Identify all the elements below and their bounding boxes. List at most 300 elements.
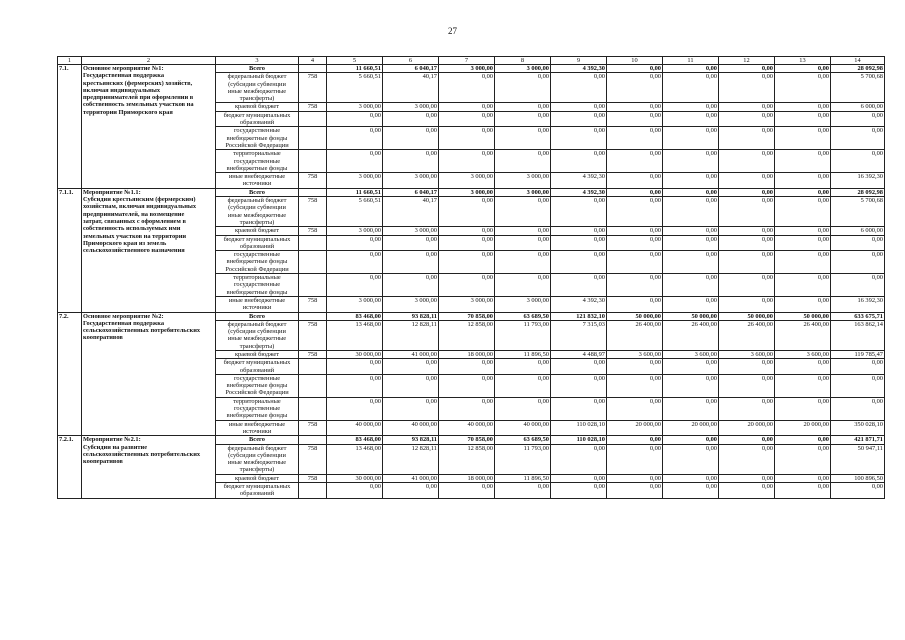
section-title-line: Государственная поддержка [83, 72, 165, 80]
section-title-line: земельных участков на территории [83, 232, 187, 240]
funding-source-line: (субсидии субвенции [228, 451, 286, 459]
funding-source [216, 436, 299, 444]
amount-total-cell: 119 785,47 [831, 350, 885, 358]
funding-source-line: внебюджетные фонды [226, 412, 288, 420]
amount-cell: 3 000,00 [439, 65, 495, 73]
amount-cell: 3 600,00 [775, 350, 831, 358]
amount-cell: 0,00 [663, 444, 719, 474]
amount-cell: 3 000,00 [495, 65, 551, 73]
amount-cell: 12 828,11 [383, 320, 439, 350]
amount-cell: 3 000,00 [383, 296, 439, 312]
funding-source-line: территориальные [233, 150, 281, 158]
funding-source [216, 197, 299, 227]
funding-source-line: федеральный бюджет [227, 197, 287, 205]
section-title-line: Государственная поддержка [83, 319, 165, 327]
funding-source [216, 296, 299, 312]
funding-source-line: (субсидии субвенции [228, 328, 286, 336]
amount-cell: 3 000,00 [383, 227, 439, 235]
funding-source-line: федеральный бюджет [227, 73, 287, 81]
funding-source [216, 474, 299, 482]
amount-cell: 3 600,00 [719, 350, 775, 358]
amount-cell: 0,00 [551, 103, 607, 111]
amount-total-cell: 28 092,98 [831, 65, 885, 73]
amount-cell: 0,00 [663, 150, 719, 173]
section-title-line: включая индивидуальных [83, 86, 161, 94]
amount-cell: 0,00 [607, 227, 663, 235]
amount-cell: 0,00 [719, 173, 775, 189]
amount-cell: 0,00 [439, 73, 495, 103]
column-header: 8 [495, 57, 551, 65]
amount-cell: 0,00 [495, 483, 551, 499]
amount-cell: 50 000,00 [775, 312, 831, 320]
amount-cell: 0,00 [551, 197, 607, 227]
amount-total-cell: 421 871,71 [831, 436, 885, 444]
amount-cell: 0,00 [607, 73, 663, 103]
amount-cell: 83 468,00 [327, 312, 383, 320]
amount-cell: 4 392,30 [551, 173, 607, 189]
admin-code [299, 251, 327, 274]
amount-cell: 30 000,00 [327, 474, 383, 482]
amount-cell: 4 488,97 [551, 350, 607, 358]
amount-cell: 0,00 [327, 397, 383, 420]
section-title-line: собственность используемых ими [83, 225, 181, 233]
amount-cell: 0,00 [719, 274, 775, 297]
funding-source-line: Российской Федерации [225, 265, 289, 273]
amount-cell: 0,00 [775, 444, 831, 474]
amount-cell: 11 896,50 [495, 350, 551, 358]
funding-source-line: трансферты) [239, 95, 275, 103]
section-title-line: Приморского края из земель [83, 239, 167, 247]
funding-source-line: источники [242, 427, 272, 435]
funding-source-line: Всего [249, 312, 265, 320]
amount-cell: 26 400,00 [607, 320, 663, 350]
amount-total-cell: 0,00 [831, 359, 885, 375]
column-header: 11 [663, 57, 719, 65]
amount-cell: 50 000,00 [607, 312, 663, 320]
amount-cell: 63 689,50 [495, 436, 551, 444]
amount-cell: 0,00 [551, 359, 607, 375]
funding-source [216, 235, 299, 251]
funding-source-line: внебюджетные фонды [226, 382, 288, 390]
funding-source-line: внебюджетные фонды [226, 258, 288, 266]
amount-cell: 0,00 [439, 150, 495, 173]
amount-total-cell: 0,00 [831, 111, 885, 127]
amount-total-cell: 16 392,30 [831, 296, 885, 312]
amount-cell: 0,00 [439, 227, 495, 235]
amount-cell: 0,00 [775, 397, 831, 420]
funding-source-line: краевой бюджет [234, 227, 280, 235]
funding-source-line: иные внебюджетные [228, 296, 286, 304]
funding-source [216, 374, 299, 397]
amount-cell: 0,00 [663, 374, 719, 397]
amount-cell: 0,00 [607, 235, 663, 251]
amount-cell: 3 000,00 [439, 296, 495, 312]
amount-cell: 0,00 [607, 65, 663, 73]
amount-cell: 0,00 [775, 111, 831, 127]
admin-code [299, 483, 327, 499]
amount-cell: 7 315,03 [551, 320, 607, 350]
amount-cell: 0,00 [495, 374, 551, 397]
header-row [58, 57, 885, 65]
amount-cell: 110 028,10 [551, 420, 607, 436]
amount-cell: 0,00 [607, 251, 663, 274]
amount-cell: 11 660,51 [327, 65, 383, 73]
admin-code [299, 111, 327, 127]
amount-cell: 18 000,00 [439, 350, 495, 358]
admin-code: 758 [299, 227, 327, 235]
amount-cell: 0,00 [607, 474, 663, 482]
amount-total-cell: 633 675,71 [831, 312, 885, 320]
amount-cell: 0,00 [495, 197, 551, 227]
amount-cell: 20 000,00 [663, 420, 719, 436]
amount-cell: 40,17 [383, 73, 439, 103]
admin-code: 758 [299, 173, 327, 189]
amount-cell: 0,00 [383, 374, 439, 397]
section-title-line: Субсидии на развитие [83, 443, 148, 451]
funding-source-line: образований [239, 119, 275, 127]
section-title-line: сельскохозяйственных потребительских [83, 450, 201, 458]
amount-cell: 0,00 [719, 197, 775, 227]
amount-cell: 0,00 [607, 483, 663, 499]
section-title-line: кооперативов [83, 458, 123, 466]
amount-cell: 3 000,00 [327, 173, 383, 189]
amount-cell: 0,00 [495, 103, 551, 111]
amount-cell: 0,00 [495, 274, 551, 297]
admin-code: 758 [299, 444, 327, 474]
amount-cell: 0,00 [775, 374, 831, 397]
section-title [82, 188, 216, 312]
funding-source-line: государственные [233, 374, 281, 382]
amount-total-cell: 6 000,00 [831, 227, 885, 235]
section-title-line: Субсидии крестьянским (фермерским) [83, 196, 196, 204]
amount-cell: 0,00 [663, 197, 719, 227]
funding-source-line: иные межбюджетные [227, 211, 287, 219]
funding-source-line: иные внебюджетные [228, 173, 286, 181]
amount-cell: 6 040,17 [383, 65, 439, 73]
amount-cell: 4 392,30 [551, 65, 607, 73]
amount-cell: 0,00 [775, 274, 831, 297]
amount-cell: 0,00 [663, 103, 719, 111]
funding-source-line: бюджет муниципальных [223, 235, 291, 243]
amount-cell: 3 600,00 [663, 350, 719, 358]
amount-total-cell: 0,00 [831, 397, 885, 420]
funding-source [216, 274, 299, 297]
funding-source [216, 251, 299, 274]
funding-source-line: Всего [249, 436, 265, 444]
funding-source [216, 188, 299, 196]
funding-source [216, 173, 299, 189]
admin-code: 758 [299, 73, 327, 103]
amount-cell: 0,00 [327, 111, 383, 127]
table-row-total [58, 312, 885, 320]
amount-cell: 0,00 [719, 188, 775, 196]
amount-cell: 0,00 [327, 359, 383, 375]
amount-cell: 40,17 [383, 197, 439, 227]
amount-total-cell: 28 092,98 [831, 188, 885, 196]
amount-cell: 3 000,00 [383, 173, 439, 189]
admin-code: 758 [299, 103, 327, 111]
amount-cell: 0,00 [551, 251, 607, 274]
amount-cell: 0,00 [775, 251, 831, 274]
amount-cell: 0,00 [439, 103, 495, 111]
amount-cell: 0,00 [439, 111, 495, 127]
amount-cell: 0,00 [719, 103, 775, 111]
funding-source-line: государственные [233, 281, 281, 289]
section-title-line: предпринимателей при оформлении в [83, 94, 194, 102]
funding-source [216, 65, 299, 73]
section-title-line: Мероприятие №2.1: [83, 436, 141, 444]
section-title-line: Мероприятие №1.1: [83, 188, 141, 196]
amount-cell: 0,00 [551, 150, 607, 173]
admin-code [299, 65, 327, 73]
amount-cell: 4 392,30 [551, 296, 607, 312]
section-title-line: сельскохозяйственного назначения [83, 247, 185, 255]
amount-cell: 0,00 [663, 65, 719, 73]
amount-cell: 0,00 [775, 235, 831, 251]
amount-cell: 0,00 [775, 296, 831, 312]
amount-total-cell: 0,00 [831, 274, 885, 297]
amount-cell: 63 689,50 [495, 312, 551, 320]
amount-cell: 110 028,10 [551, 436, 607, 444]
amount-cell: 0,00 [607, 359, 663, 375]
funding-source-line: образований [239, 490, 275, 498]
admin-code [299, 436, 327, 444]
funding-source [216, 227, 299, 235]
amount-cell: 30 000,00 [327, 350, 383, 358]
amount-total-cell: 16 392,30 [831, 173, 885, 189]
funding-source-line: (субсидии субвенции [228, 204, 286, 212]
amount-cell: 0,00 [551, 474, 607, 482]
section-title-line: затрат, связанных с оформлением в [83, 217, 186, 225]
funding-source [216, 420, 299, 436]
funding-source-line: внебюджетные фонды [226, 164, 288, 172]
amount-cell: 0,00 [383, 251, 439, 274]
amount-cell: 0,00 [607, 173, 663, 189]
section-title-line: хозяйствам, включая индивидуальных [83, 203, 197, 211]
admin-code: 758 [299, 350, 327, 358]
amount-cell: 3 000,00 [495, 296, 551, 312]
funding-source [216, 127, 299, 150]
amount-cell: 0,00 [439, 374, 495, 397]
amount-cell: 0,00 [607, 444, 663, 474]
column-header: 4 [299, 57, 327, 65]
amount-cell: 0,00 [775, 197, 831, 227]
amount-cell: 0,00 [775, 73, 831, 103]
amount-cell: 0,00 [607, 397, 663, 420]
amount-cell: 121 832,10 [551, 312, 607, 320]
section-title-line: собственность земельных участков на [83, 101, 194, 109]
admin-code: 758 [299, 296, 327, 312]
amount-cell: 40 000,00 [383, 420, 439, 436]
funding-source [216, 359, 299, 375]
section-number: 7.1. [58, 65, 82, 189]
amount-cell: 0,00 [551, 274, 607, 297]
amount-cell: 0,00 [383, 274, 439, 297]
amount-cell: 0,00 [775, 173, 831, 189]
amount-cell: 12 828,11 [383, 444, 439, 474]
admin-code [299, 359, 327, 375]
amount-cell: 26 400,00 [719, 320, 775, 350]
amount-cell: 50 000,00 [719, 312, 775, 320]
amount-cell: 0,00 [495, 359, 551, 375]
amount-cell: 0,00 [663, 111, 719, 127]
column-header: 5 [327, 57, 383, 65]
funding-source [216, 320, 299, 350]
page-number: 27 [448, 26, 457, 36]
amount-cell: 3 000,00 [327, 227, 383, 235]
amount-cell: 0,00 [327, 127, 383, 150]
funding-source-line: Российской Федерации [225, 141, 289, 149]
amount-cell: 0,00 [495, 227, 551, 235]
amount-cell: 0,00 [383, 397, 439, 420]
amount-cell: 0,00 [775, 359, 831, 375]
amount-cell: 0,00 [775, 188, 831, 196]
amount-cell: 0,00 [663, 251, 719, 274]
funding-source-line: Всего [249, 65, 265, 72]
funding-source [216, 444, 299, 474]
amount-cell: 0,00 [551, 483, 607, 499]
funding-source-line: краевой бюджет [234, 350, 280, 358]
funding-source-line: бюджет муниципальных [223, 483, 291, 491]
funding-source [216, 312, 299, 320]
column-header: 9 [551, 57, 607, 65]
amount-cell: 0,00 [719, 374, 775, 397]
funding-source-line: государственные [233, 251, 281, 259]
funding-source-line: Российской Федерации [225, 389, 289, 397]
amount-cell: 40 000,00 [439, 420, 495, 436]
amount-cell: 11 793,00 [495, 320, 551, 350]
amount-cell: 3 000,00 [383, 103, 439, 111]
admin-code: 758 [299, 197, 327, 227]
amount-cell: 0,00 [551, 374, 607, 397]
amount-cell: 0,00 [719, 444, 775, 474]
amount-total-cell: 0,00 [831, 251, 885, 274]
funding-source [216, 73, 299, 103]
admin-code: 758 [299, 320, 327, 350]
amount-cell: 0,00 [439, 127, 495, 150]
amount-cell: 0,00 [663, 127, 719, 150]
amount-cell: 70 858,00 [439, 436, 495, 444]
funding-source-line: бюджет муниципальных [223, 111, 291, 119]
amount-cell: 0,00 [663, 296, 719, 312]
funding-source-line: иные внебюджетные [228, 420, 286, 428]
amount-cell: 0,00 [719, 73, 775, 103]
amount-cell: 11 793,00 [495, 444, 551, 474]
amount-cell: 0,00 [775, 150, 831, 173]
amount-cell: 0,00 [551, 73, 607, 103]
amount-total-cell: 0,00 [831, 150, 885, 173]
amount-cell: 0,00 [383, 127, 439, 150]
amount-cell: 3 000,00 [327, 296, 383, 312]
funding-source-line: краевой бюджет [234, 103, 280, 111]
amount-cell: 13 468,00 [327, 444, 383, 474]
amount-total-cell: 350 028,10 [831, 420, 885, 436]
column-header: 7 [439, 57, 495, 65]
admin-code: 758 [299, 474, 327, 482]
amount-cell: 4 392,30 [551, 188, 607, 196]
admin-code [299, 374, 327, 397]
amount-cell: 5 660,51 [327, 73, 383, 103]
amount-cell: 0,00 [607, 127, 663, 150]
funding-source-line: внебюджетные фонды [226, 134, 288, 142]
section-title-line: кооперативов [83, 334, 123, 342]
funding-source-line: источники [242, 180, 272, 188]
amount-cell: 0,00 [663, 188, 719, 196]
amount-cell: 0,00 [495, 397, 551, 420]
amount-cell: 40 000,00 [495, 420, 551, 436]
amount-total-cell: 5 700,68 [831, 197, 885, 227]
amount-cell: 0,00 [775, 103, 831, 111]
amount-cell: 0,00 [551, 127, 607, 150]
amount-cell: 12 858,00 [439, 320, 495, 350]
amount-cell: 0,00 [663, 436, 719, 444]
section-title-line: Основное мероприятие №1: [83, 65, 164, 72]
section-title [82, 65, 216, 189]
amount-cell: 0,00 [383, 150, 439, 173]
amount-total-cell: 100 896,50 [831, 474, 885, 482]
amount-cell: 0,00 [383, 111, 439, 127]
amount-cell: 0,00 [719, 436, 775, 444]
funding-source-line: государственные [233, 127, 281, 135]
amount-cell: 0,00 [775, 436, 831, 444]
amount-cell: 0,00 [551, 444, 607, 474]
column-header: 6 [383, 57, 439, 65]
amount-cell: 70 858,00 [439, 312, 495, 320]
admin-code [299, 312, 327, 320]
amount-cell: 0,00 [607, 197, 663, 227]
funding-source-line: (субсидии субвенции [228, 80, 286, 88]
amount-cell: 0,00 [551, 397, 607, 420]
admin-code [299, 150, 327, 173]
amount-cell: 0,00 [775, 127, 831, 150]
funding-source-line: образований [239, 366, 275, 374]
amount-cell: 11 660,51 [327, 188, 383, 196]
admin-code [299, 188, 327, 196]
amount-total-cell: 0,00 [831, 127, 885, 150]
amount-cell: 50 000,00 [663, 312, 719, 320]
amount-cell: 0,00 [607, 296, 663, 312]
amount-total-cell: 6 000,00 [831, 103, 885, 111]
amount-cell: 20 000,00 [719, 420, 775, 436]
amount-cell: 0,00 [719, 235, 775, 251]
amount-cell: 26 400,00 [663, 320, 719, 350]
amount-cell: 0,00 [663, 173, 719, 189]
funding-source-line: иные межбюджетные [227, 335, 287, 343]
amount-cell: 0,00 [327, 251, 383, 274]
admin-code [299, 274, 327, 297]
section-title [82, 312, 216, 436]
amount-cell: 0,00 [551, 111, 607, 127]
amount-cell: 0,00 [327, 483, 383, 499]
amount-cell: 0,00 [719, 397, 775, 420]
amount-cell: 0,00 [327, 235, 383, 251]
amount-cell: 0,00 [663, 235, 719, 251]
funding-source-line: бюджет муниципальных [223, 359, 291, 367]
amount-cell: 0,00 [495, 150, 551, 173]
amount-cell: 0,00 [495, 111, 551, 127]
amount-cell: 0,00 [607, 274, 663, 297]
funding-source-line: территориальные [233, 274, 281, 282]
amount-total-cell: 0,00 [831, 374, 885, 397]
amount-cell: 6 040,17 [383, 188, 439, 196]
column-header: 2 [82, 57, 216, 65]
amount-cell: 0,00 [439, 251, 495, 274]
amount-cell: 20 000,00 [607, 420, 663, 436]
amount-cell: 3 600,00 [607, 350, 663, 358]
section-title-line: территории Приморского края [83, 108, 173, 116]
amount-cell: 0,00 [663, 274, 719, 297]
amount-cell: 41 000,00 [383, 350, 439, 358]
